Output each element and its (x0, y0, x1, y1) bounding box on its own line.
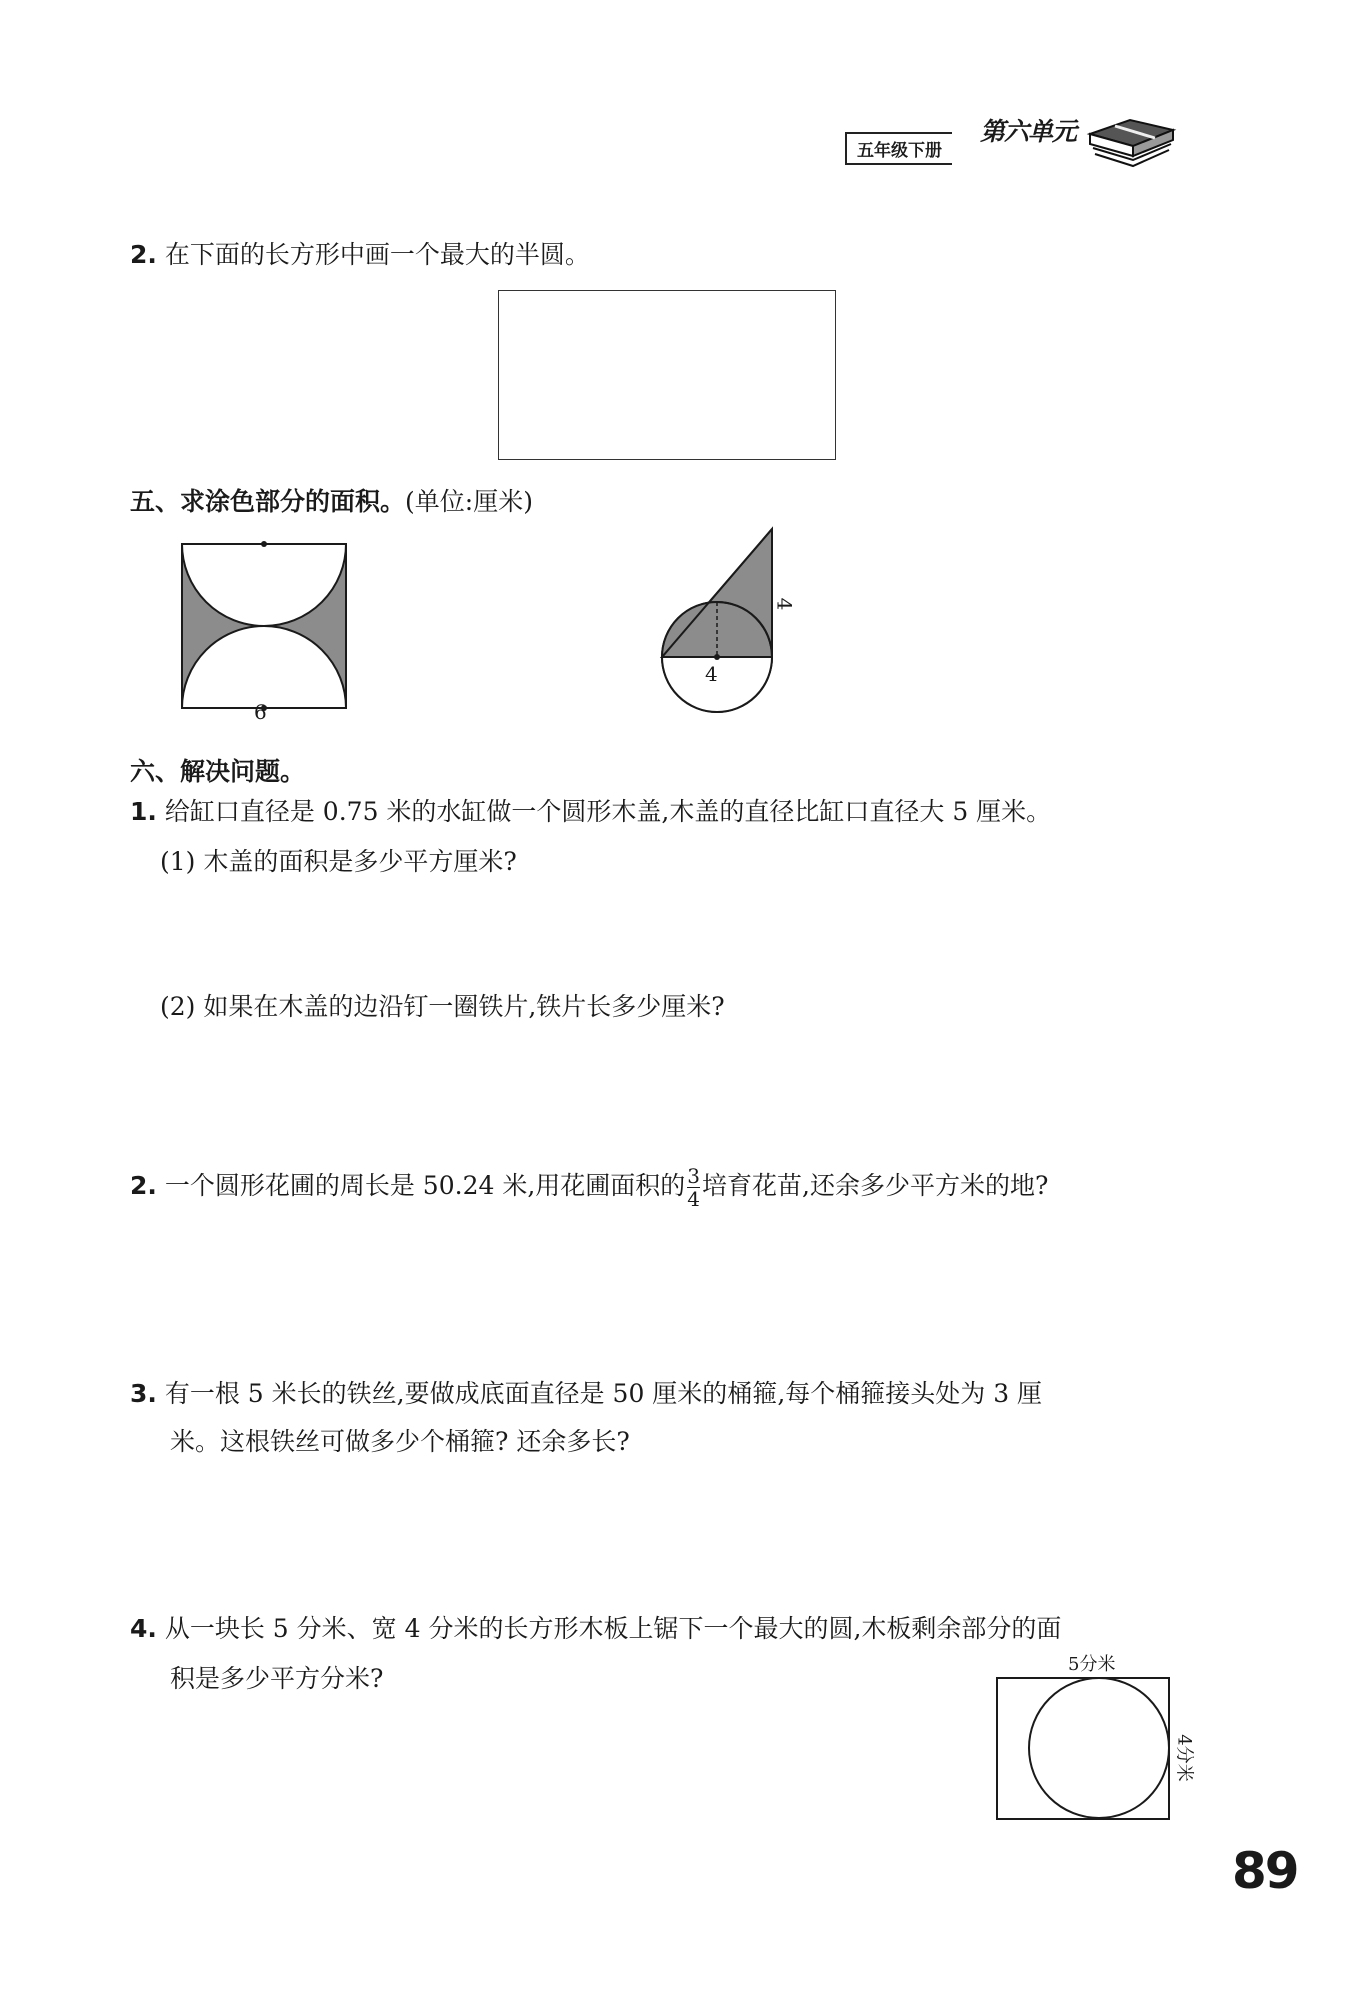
problem-1-text: 给缸口直径是 0.75 米的水缸做一个圆形木盖,木盖的直径比缸口直径大 5 厘米。 (164, 797, 1052, 826)
unit-note: (单位:厘米) (405, 487, 533, 516)
problem-4-line-2: 积是多少平方分米? (170, 1664, 384, 1693)
figure-1-label-side: 6 (254, 700, 267, 724)
question-text: 在下面的长方形中画一个最大的半圆。 (164, 240, 590, 269)
figure-rectangle-circle (995, 1676, 1175, 1826)
figure-2-label-side: 4 (772, 597, 797, 611)
figure-2-label-diameter: 4 (705, 662, 718, 686)
fraction-denominator: 4 (687, 1187, 701, 1211)
question-number: 2. (130, 240, 157, 269)
books-icon (1085, 112, 1180, 172)
section-6-title: 六、解决问题。 (130, 757, 306, 786)
figure-4-label-top: 5分米 (1068, 1654, 1116, 1675)
fraction-numerator: 3 (687, 1164, 701, 1188)
problem-3-text-1: 有一根 5 米长的铁丝,要做成底面直径是 50 厘米的桶箍,每个桶箍接头处为 3 厘 (164, 1379, 1043, 1408)
question-2-draw-semicircle (130, 238, 590, 272)
problem-3-line-1 (130, 1370, 1042, 1418)
section-5-title (130, 482, 533, 518)
problem-2 (130, 1156, 1048, 1216)
grade-label: 五年级下册 (845, 132, 952, 165)
problem-3-number: 3. (130, 1379, 157, 1408)
problem-1 (130, 795, 1051, 829)
problem-3 (130, 1370, 1042, 1466)
drawing-rectangle[interactable] (498, 290, 836, 460)
unit-header (845, 112, 1185, 172)
problem-3-line-2: 米。这根铁丝可做多少个桶箍? 还余多长? (170, 1427, 630, 1456)
figure-4-label-side: 4分米 (1173, 1734, 1195, 1782)
problem-2-text-after: 培育花苗,还余多少平方米的地? (702, 1171, 1049, 1200)
section-5-heading: 五、求涂色部分的面积。 (130, 487, 406, 516)
problem-1-sub-2: (2) 如果在木盖的边沿钉一圈铁片,铁片长多少厘米? (160, 992, 725, 1021)
problem-2-text-before: 一个圆形花圃的周长是 50.24 米,用花圃面积的 (164, 1171, 686, 1200)
problem-2-number: 2. (130, 1171, 157, 1200)
problem-1-sub-1: (1) 木盖的面积是多少平方厘米? (160, 847, 517, 876)
problem-4 (130, 1604, 1061, 1704)
figure-circle-triangle (640, 525, 800, 745)
problem-4-number: 4. (130, 1614, 157, 1643)
unit-title: 第六单元 (980, 117, 1077, 146)
problem-1-number: 1. (130, 797, 157, 826)
fraction (687, 1165, 700, 1210)
problem-4-text-1: 从一块长 5 分米、宽 4 分米的长方形木板上锯下一个最大的圆,木板剩余部分的面 (164, 1614, 1062, 1643)
page-number: 89 (1232, 1842, 1298, 1900)
problem-4-line-1 (130, 1604, 1061, 1654)
